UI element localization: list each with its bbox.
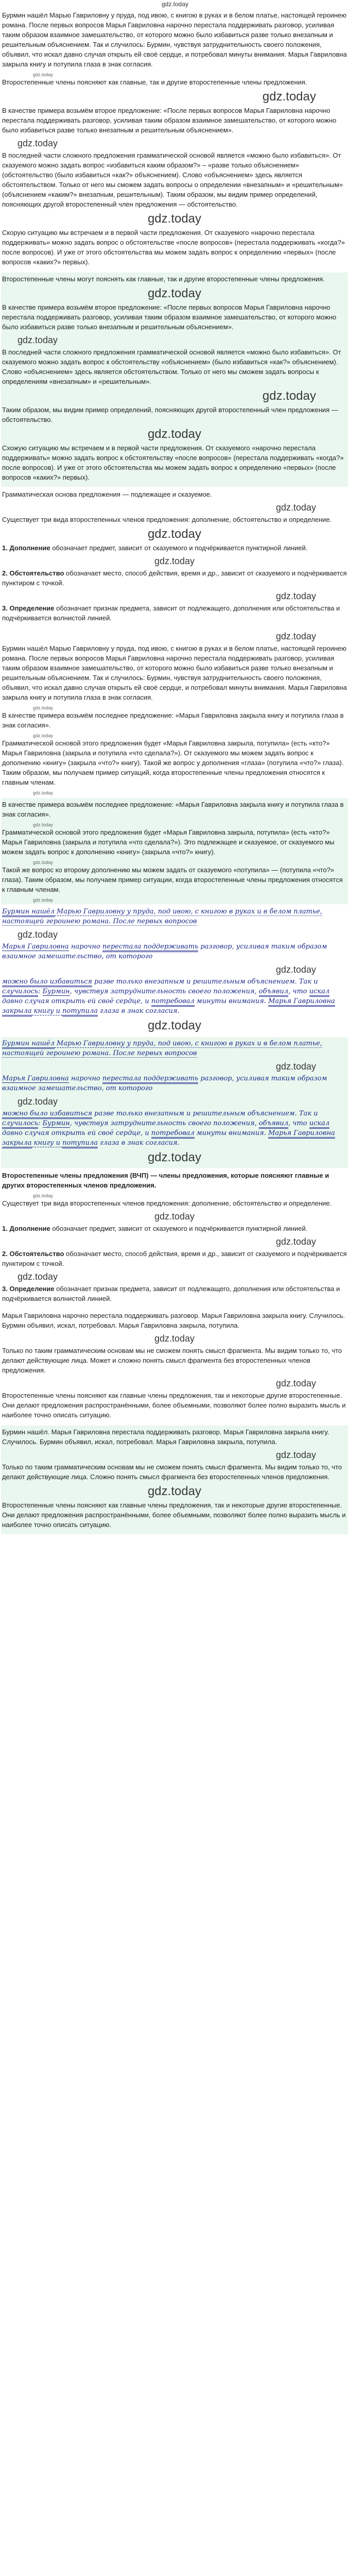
watermark-small: gdz.today [33, 822, 54, 827]
annotated-predicate: можно было избавиться [2, 978, 92, 987]
definition-item [2, 568, 347, 588]
paragraph: Таким образом, мы видим пример определений, поясняющих другой второстепенный член предложения — обстоятельство. [2, 406, 338, 423]
definition-item [2, 543, 347, 553]
answer-block-1 [1, 9, 348, 272]
annotated-predicate: потребовал [151, 1129, 195, 1139]
annotated-rest: минуты внимания. [194, 997, 269, 1005]
annotated-line [2, 1109, 347, 1148]
watermark: gdz.today [18, 335, 58, 345]
annotated-subject-predicate: Марья Гавриловна закрыла [2, 997, 335, 1016]
watermark: gdz.today [154, 1333, 195, 1344]
definition-item [2, 603, 347, 623]
watermark: gdz.today [147, 1150, 202, 1164]
paragraph: Схожую ситуацию мы встречаем и в первой части предложения. От сказуемого «нарочно перестала поддерживать» можно задать вопрос к обстоятельству «после вопросов» (перестала поддерживать «когда?» после вопросов). И уже от этого обстоятельства мы можем задать вопрос к определению «первых» (после вопросов «каких?» первых). [2, 444, 344, 481]
watermark: gdz.today [18, 1272, 58, 1282]
watermark: gdz.today [275, 1236, 316, 1247]
watermark: gdz.today [147, 1484, 202, 1498]
definition-term: 3. Определение [2, 1285, 55, 1293]
watermark-small: gdz.today [33, 897, 54, 903]
annotated-object: книгу и [31, 1007, 63, 1015]
watermark: gdz.today [147, 212, 202, 226]
annotated-predicate: случилось [2, 988, 38, 997]
annotated-predicate: перестала поддерживать [102, 1075, 198, 1084]
annotated-adverb: нарочно [68, 943, 103, 951]
paragraph: Бурмин нашёл Марью Гавриловну у пруда, под ивою, с книгою в руках и в белом платье, настоящей героинею романа. После первых вопросов Марья Гавриловна нарочно перестала поддерживать разговор, усиливая таким образом взаимное замешательство, от которого можно было избавиться разве только внезапным и решительным объяснением. Так и случилось: Бурмин, чувствуя затруднительность своего положения, объявил, что искал давно случая открыть ей своё сердце, и потребовал минуты внимания. Марья Гавриловна закрыла книгу и потупила глаза в знак согласия. [2, 645, 347, 701]
definition-text: обозначает предмет, зависит от сказуемого и подчёркивается пунктирной линией. [50, 1225, 308, 1232]
watermark: gdz.today [275, 964, 316, 975]
paragraph: Скорую ситуацию мы встречаем и в первой части предложения. От сказуемого «нарочно перестала поддерживать» можно задать вопрос о обстоятельстве «после вопросов» (перестала поддерживать «когда?» после вопросов). И уже от этого обстоятельства мы можем задать вопрос к определению «первых» (после вопросов «каких?» первых). [2, 229, 345, 266]
annotated-subject: Марья Гавриловна [2, 943, 69, 951]
annotated-rest: разве только внезапным и решительным объяснением. Так и [92, 978, 318, 986]
paragraph: Грамматической основой этого предложения будет «Марья Гавриловна закрыла, потупила» (есть «кто?» Марья Гавриловна (закрыла и потупила «что сделала?»). Это подлежащее и сказуемое, от сказуемого мы можем задать вопрос к дополнению «книгу» (закрыла «что?» книгу). [2, 828, 335, 856]
watermark: gdz.today [262, 389, 316, 403]
definition-term: 3. Определение [2, 604, 55, 612]
annotated-object: Марью Гавриловну [54, 1040, 127, 1047]
annotated-subject: Бурмин [42, 988, 70, 995]
annotated-rest: , что [288, 988, 309, 995]
definition-term: 2. Обстоятельство [2, 1250, 64, 1258]
paragraph: Только по таким грамматическим основам мы не сможем понять смысл фрагмента. Мы видим только то, что делают действующие лица. Может и сложно понять смысл фрагмента без второстепенных членов предложения. [2, 1347, 342, 1374]
annotated-rest: разве только внезапным и решительным объяснением. Так и [92, 1110, 318, 1117]
annotated-punct: : [38, 1120, 43, 1127]
paragraph: Второстепенные члены поясняют как главные члены предложения, так и некоторые другие второстепенные. Они делают предложения распространёнными, более объемными, позволяют более полно выразить мысль и наиболее точно описать ситуацию. [2, 1392, 346, 1419]
annotated-adverbial: у пруда, под ивою, с книгою в руках и в белом платье, настоящей героинею романа. После первых вопросов [2, 1040, 322, 1057]
annotated-predicate: случилось [2, 1120, 38, 1129]
paragraph: Грамматическая основа предложения — подлежащее и сказуемое. [2, 490, 212, 498]
definition-item [2, 1284, 347, 1303]
answer-block-9 [1, 1426, 348, 1534]
annotated-subject-predicate: Бурмин нашёл [2, 908, 55, 917]
watermark: gdz.today [275, 631, 316, 641]
paragraph: Существует три вида второстепенных членов предложения: дополнение, обстоятельство и определение. [2, 1199, 332, 1207]
paragraph: В качестве примера возьмём второе предложение: «После первых вопросов Марья Гавриловна нарочно перестала поддерживать разговор, усиливая таким образом взаимное замешательство, от которого можно было избавиться разве только внезапным и решительным объяснением». [2, 303, 337, 331]
definition-text: Второстепенные члены предложения (ВЧП) — члены предложения, которые поясняют главные и других второстепенных членов предложения. [2, 1172, 329, 1189]
annotated-predicate: искал [309, 988, 329, 997]
annotated-predicate: можно было избавиться [2, 1110, 92, 1119]
watermark: gdz.today [18, 138, 58, 148]
watermark: gdz.today [262, 90, 316, 104]
watermark: gdz.today [275, 1450, 316, 1460]
paragraph: Второстепенные члены могут пояснять как главные, так и другие второстепенные члены предложения. [2, 275, 325, 283]
annotated-line [2, 1074, 347, 1093]
watermark: gdz.today [147, 427, 202, 441]
watermark: gdz.today [275, 502, 316, 513]
answer-block-3 [1, 488, 348, 628]
annotated-subject-predicate: Бурмин нашёл [2, 1040, 55, 1049]
annotated-line [2, 907, 347, 926]
annotated-line [2, 942, 347, 961]
paragraph: В последней части сложного предложения грамматической основой является «можно было избавиться». От сказуемого можно задать вопрос к обстоятельству «объяснением» (было избавиться «как?» объяснением). Слово «объяснением» здесь является обстоятельством. Только от него мы сможем задать вопросы к определениям «внезапным» и «решительным». [2, 348, 341, 385]
definition-item [2, 1224, 347, 1233]
paragraph: Существует три вида второстепенных членов предложения: дополнение, обстоятельство и определение. [2, 516, 332, 523]
paragraph: Второстепенные члены поясняют как главные члены предложения, так и некоторые другие второстепенные. Они делают предложения распространёнными, более объемными, позволяют более полно выразить мысль и наиболее точно описать ситуацию. [2, 1501, 346, 1529]
annotated-object: книгу и [31, 1139, 63, 1147]
paragraph: Только по таким грамматическим основам мы не сможем понять смысл фрагмента. Мы видим только то, что делают действующие лица. Сложно понять смысл фрагмента без второстепенных членов предложения. [2, 1463, 342, 1481]
watermark: gdz.today [154, 1211, 195, 1222]
annotated-predicate: потребовал [151, 997, 195, 1007]
watermark-small: gdz.today [33, 1193, 54, 1198]
watermark: gdz.today [147, 286, 202, 300]
paragraph: Грамматической основой этого предложения будет «Марья Гавриловна закрыла, потупила» (есть «кто?» Марья Гавриловна (закрыла и потупила «что сделала?»). От сказуемого мы можем задать вопрос к дополнению «книгу» (закрыла «что?» книгу). Такой же вопрос у дополнения «глаза» (потупила «что?» глаза). Таким образом, мы получаем пример ситуаций, когда второстепенные члены предложения относятся к главным членам. [2, 739, 344, 786]
annotated-subject: Бурмин [42, 1120, 70, 1127]
watermark: gdz.today [275, 591, 316, 601]
annotated-rest: разговор, усиливая таким образом взаимное замешательство, от которого [2, 943, 327, 960]
watermark: gdz.today [275, 1378, 316, 1388]
definition-text: обозначает признак предмета, зависит от подлежащего, дополнения или обстоятельства и подчёркивается волнистой линией. [2, 1285, 340, 1302]
annotated-rest: , чувствуя затруднительность своего положения, [69, 1120, 259, 1127]
definition-text: обозначает место, способ действия, время и др., зависит от сказуемого и подчёркивается пунктиром с точкой. [2, 569, 347, 587]
definition-term: 1. Дополнение [2, 544, 50, 552]
annotated-subject-predicate: Марья Гавриловна закрыла [2, 1129, 335, 1148]
answer-block-5 [1, 798, 348, 904]
annotated-predicate: объявил [259, 988, 288, 997]
watermark-small: gdz.today [33, 705, 54, 710]
annotated-predicate: перестала поддерживать [102, 943, 198, 952]
paragraph: В качестве примера возьмём второе предложение: «После первых вопросов Марья Гавриловна нарочно перестала поддерживать разговор, усиливая таким образом взаимное замешательство, от которого можно было избавиться разве только внезапным и решительным объяснением». [2, 107, 337, 134]
annotated-rest: минуты внимания. [194, 1129, 269, 1137]
watermark: gdz.today [275, 1061, 316, 1072]
watermark: gdz.today [147, 1019, 202, 1032]
watermark-small: gdz.today [33, 733, 54, 738]
answer-block-8 [1, 1309, 348, 1425]
annotated-adverb: нарочно [68, 1075, 103, 1082]
annotated-line [2, 1039, 347, 1058]
annotated-predicate: потупила [62, 1007, 98, 1016]
annotated-adverbial: у пруда, под ивою, с книгою в руках и в белом платье, настоящей героинею романа. После первых вопросов [2, 908, 322, 925]
annotated-rest: давно случая открыть ей своё сердце, и [2, 1129, 151, 1137]
paragraph: В качестве примера возьмём последнее предложение: «Марья Гавриловна закрыла книгу и потупила глаза в знак согласия». [2, 711, 344, 729]
watermark: gdz.today [18, 1096, 58, 1107]
answer-block-2 [1, 273, 348, 487]
annotated-passage-image [1, 905, 348, 1036]
definition-term: 1. Дополнение [2, 1225, 50, 1232]
annotated-rest: , что [288, 1120, 309, 1127]
paragraph: В последней части сложного предложения грамматической основой является «можно было избавиться». От сказуемого можно задать вопрос «избавиться каким образом?» – «разве только объяснением» (обстоятельство (было избавиться «как?» объяснением). Слово «объяснением» здесь является обстоятельством. Только от него мы сможем задать вопросы о определении «внезапным» и «решительным» (объяснением «каким?» внезапным, решительным). Таким образом, мы видим пример определений, поясняющих другой второстепенный член предложения — обстоятельство. [2, 151, 343, 208]
annotated-subject: Марья Гавриловна [2, 1075, 69, 1082]
answer-content [0, 9, 350, 1534]
annotated-predicate: искал [309, 1120, 329, 1129]
paragraph: Бурмин нашёл. Марья Гавриловна перестала поддерживать разговор. Марья Гавриловна закрыла книгу. Случилось. Бурмин объявил, искал, потребовал. Марья Гавриловна закрыла, потупила. [2, 1428, 329, 1446]
definition-text: обозначает предмет, зависит от сказуемого и подчёркивается пунктирной линией. [50, 544, 308, 552]
watermark: gdz.today [154, 556, 195, 566]
watermark: gdz.today [147, 527, 202, 541]
paragraph: Такой же вопрос ко второму дополнению мы можем задать от сказуемого «потупила» — (потупила «что?» глаза). Таким образом, мы получаем пример ситуации, когда второстепенные члены предложения относятся к главным членам. [2, 866, 343, 893]
annotated-predicate: объявил [259, 1120, 288, 1129]
paragraph: В качестве примера возьмём последнее предложение: «Марья Гавриловна закрыла книгу и потупила глаза в знак согласия». [2, 801, 344, 818]
site-logo[interactable]: gdz.today [161, 1, 189, 8]
paragraph: Второстепенные члены поясняют как главные, так и другие второстепенные члены предложения. [2, 78, 307, 86]
annotated-line [2, 977, 347, 1016]
definition-item [2, 1249, 347, 1268]
annotated-object: Марью Гавриловну [54, 908, 127, 916]
watermark-small: gdz.today [33, 790, 54, 795]
paragraph: Бурмин нашёл Марью Гавриловну у пруда, под ивою, с книгою в руках и в белом платье, настоящей героинею романа. После первых вопросов Марья Гавриловна нарочно перестала поддерживать разговор, усиливая таким образом взаимное замешательство, от которого можно было избавиться разве только внезапным и решительным объяснением. Так и случилось: Бурмин, чувствуя затруднительность своего положения, объявил, что искал давно случая открыть ей своё сердце, и потребовал минуты внимания. Марья Гавриловна закрыла книгу и потупила глаза в знак согласия. [2, 11, 347, 68]
annotated-passage-image-2 [1, 1037, 348, 1168]
watermark-small: gdz.today [33, 72, 54, 77]
annotated-rest: , чувствуя затруднительность своего положения, [69, 988, 259, 995]
annotated-rest: глаза в знак согласия. [97, 1007, 180, 1015]
annotated-punct: : [38, 988, 43, 995]
definition-text: обозначает признак предмета, зависит от подлежащего, дополнения или обстоятельства и подчёркивается волнистой линией. [2, 604, 340, 622]
definition-text: обозначает место, способ действия, время и др., зависит от сказуемого и подчёркивается пунктиром с точкой. [2, 1250, 347, 1267]
definition-term: 2. Обстоятельство [2, 569, 64, 577]
annotated-rest: глаза в знак согласия. [97, 1139, 180, 1147]
annotated-predicate: потупила [62, 1139, 98, 1148]
annotated-rest: разговор, усиливая таким образом взаимное замешательство, от которого [2, 1075, 327, 1092]
watermark: gdz.today [18, 929, 58, 940]
paragraph [2, 1171, 347, 1190]
paragraph: Марья Гавриловна нарочно перестала поддерживать разговор. Марья Гавриловна закрыла книгу. Случилось. Бурмин объявил, искал, потребовал. Марья Гавриловна закрыла, потупила. [2, 1312, 345, 1329]
answer-block-4 [1, 629, 348, 797]
answer-block-7 [1, 1169, 348, 1308]
annotated-rest: давно случая открыть ей своё сердце, и [2, 997, 151, 1005]
watermark-small: gdz.today [33, 860, 54, 865]
